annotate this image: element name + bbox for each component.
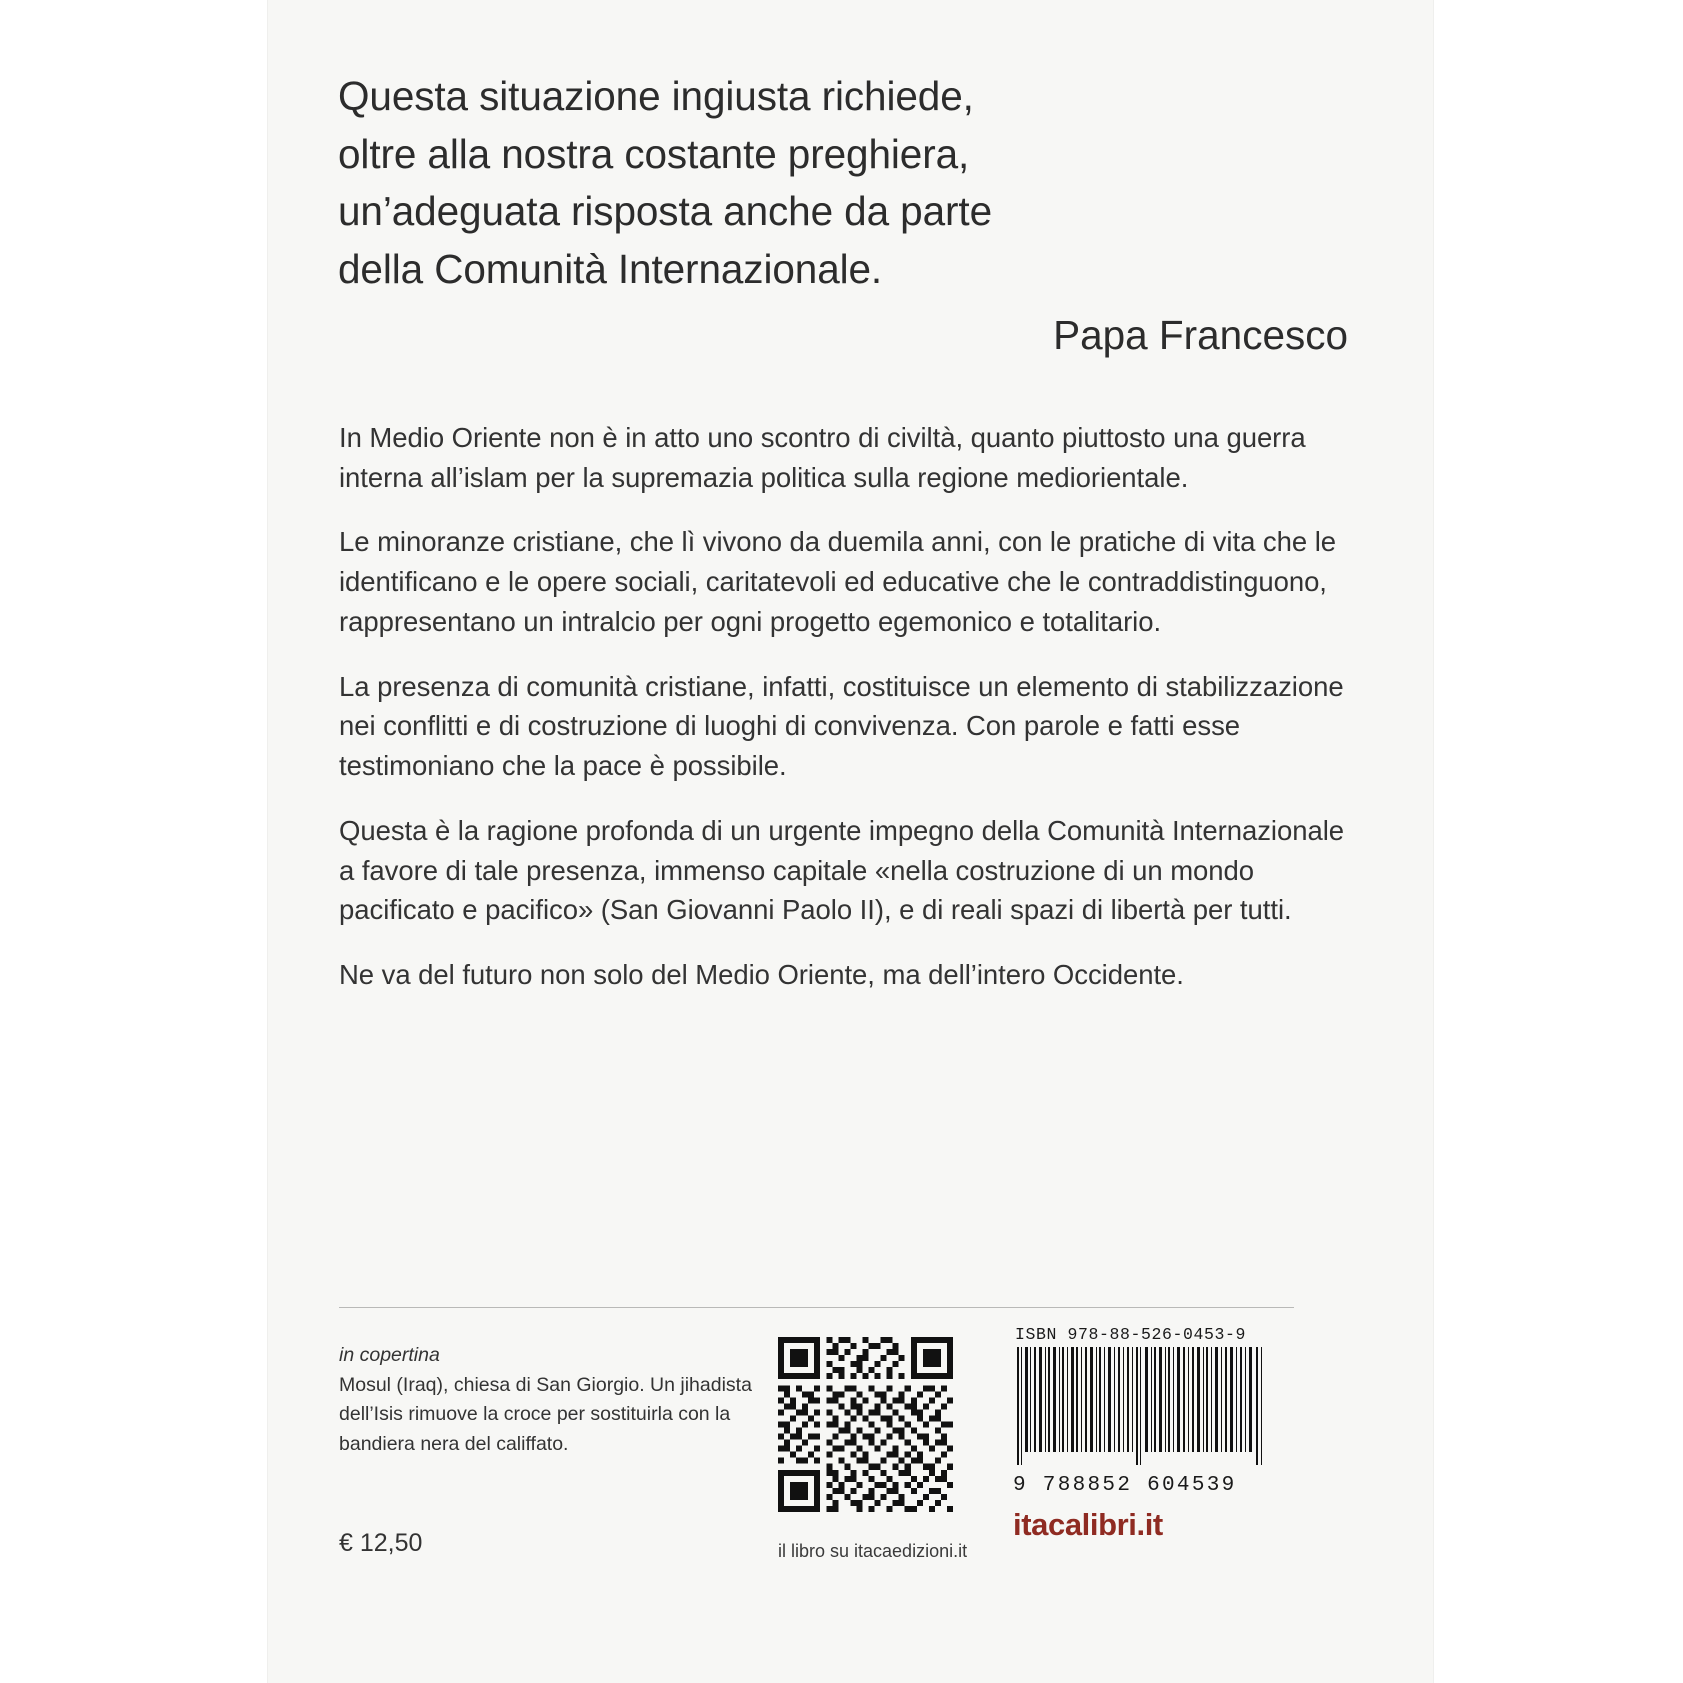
qr-block <box>778 1337 1008 1563</box>
quote-line-4: della Comunità Internazionale. <box>338 245 883 292</box>
blurb-text <box>339 418 1349 995</box>
book-back-cover <box>268 0 1433 1683</box>
cover-credit-label: in copertina <box>339 1344 440 1366</box>
publisher-logo[interactable]: itacalibri.it <box>1013 1507 1163 1542</box>
quote-line-3: un’adeguata risposta anche da parte <box>338 188 992 234</box>
cover-content <box>268 0 1433 1683</box>
price-label: € 12,50 <box>339 1529 423 1557</box>
blurb-paragraph: Ne va del futuro non solo del Medio Oriente, ma dell’intero Occidente. <box>339 959 1184 991</box>
qr-code-icon[interactable] <box>778 1337 953 1512</box>
barcode-icon <box>1013 1347 1275 1472</box>
quote-line-1: Questa situazione ingiusta richiede, <box>338 73 974 119</box>
cover-footer <box>268 1325 1433 1675</box>
quote-attribution: Papa Francesco <box>1053 312 1348 358</box>
blurb-paragraph: Questa è la ragione profonda di un urgente impegno della Comunità Internazionale a favore di tale presenza, immenso capitale «nella costruzione di un mondo pacificato e pacifico» (San Giovanni Paolo II), e di reali spazi di libertà per tutti. <box>339 814 1345 926</box>
blurb-paragraph: In Medio Oriente non è in atto uno scontro di civiltà, quanto piuttosto una guerra interna all’islam per la supremazia politica sulla regione mediorientale. <box>339 422 1306 493</box>
blurb-paragraph: Le minoranze cristiane, che lì vivono da duemila anni, con le pratiche di vita che le identificano e le opere sociali, caritatevoli ed educative che le contraddistinguono, rappresentano un intralcio per ogni progetto egemonico e totalitario. <box>339 526 1337 637</box>
isbn-label: ISBN 978-88-526-0453-9 <box>1015 1325 1247 1344</box>
cover-image-credit <box>339 1341 759 1460</box>
footer-divider <box>339 1307 1294 1308</box>
quote-line-2: oltre alla nostra costante preghiera, <box>338 130 970 177</box>
barcode-digits: 9 788852 604539 <box>1013 1474 1237 1497</box>
blurb-paragraph: La presenza di comunità cristiane, infatti, costituisce un elemento di stabilizzazione nei conflitti e di costruzione di luoghi di convivenza. Con parole e fatti esse testimoniano che la pace è possibile. <box>339 670 1344 782</box>
pull-quote <box>338 68 1348 298</box>
cover-credit-text: Mosul (Iraq), chiesa di San Giorgio. Un jihadista dell’Isis rimuove la croce per sostituirla con la bandiera nera del califfato. <box>339 1373 752 1455</box>
isbn-block <box>1013 1325 1303 1497</box>
qr-caption: il libro su itacaedizioni.it <box>778 1541 968 1561</box>
